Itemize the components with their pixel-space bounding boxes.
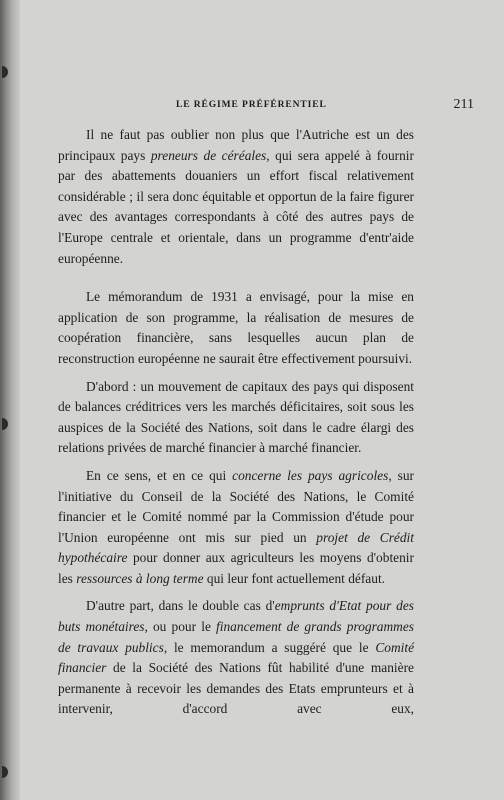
italic-segment: emprunts d'Etat pour des buts monétaires [58, 598, 414, 635]
paragraph-austria [58, 125, 414, 269]
body-text [58, 125, 414, 720]
binding-hole [2, 418, 8, 430]
italic-segment: preneurs de céréales [150, 147, 267, 163]
text-segment: , sur l'initiative du Conseil de la Société des Nations, le Comité financier et le Comité nommé par la Commission d'étude pour l'Union européenne ont mis sur pied un [58, 467, 414, 545]
italic-segment: ressources à long terme [76, 570, 204, 586]
binding-hole [2, 766, 8, 778]
page-binding-edge [0, 0, 20, 800]
italic-segment: Comité financier [58, 639, 415, 676]
paragraph-memorandum [58, 287, 414, 369]
text-segment: En ce sens, et en ce qui [86, 467, 233, 483]
text-segment: D'abord : un mouvement de capitaux des pays qui disposent de balances créditrices vers les marchés déficitaires, soit sous les auspices de la Société des Nations, soit dans le cadre élargi des relations privées de marché financier à marché financier. [58, 378, 414, 456]
text-segment: Il ne faut pas oublier non plus que l'Autriche est un des principaux pays [58, 127, 414, 163]
binding-hole [2, 66, 8, 78]
italic-segment: concerne les pays agricoles [232, 467, 389, 483]
paragraph-capital-movement [58, 377, 414, 459]
running-title: LE RÉGIME PRÉFÉRENTIEL [176, 100, 327, 110]
text-segment: , qui sera appelé à fournir par des abattements douaniers un effort fiscal relativement considérable ; il sera donc équitable et opportun de la faire figurer avec des avantages correspondants à côté des autres pays de l'Europe centrale et orientale, dans un programme d'entr'aide européenne. [58, 147, 414, 266]
text-segment: D'autre part, dans le double cas d' [86, 598, 275, 614]
italic-segment: projet de Crédit hypothécaire [58, 529, 414, 566]
italic-segment: financement de grands programmes de travaux publics [58, 619, 414, 655]
text-segment: , ou pour le [144, 619, 217, 635]
text-segment: pour donner aux agriculteurs les moyens d'obtenir les [58, 550, 414, 586]
text-segment: Le mémorandum de 1931 a envisagé, pour la mise en application de son programme, la réalisation de mesures de coopération financière, sans lesquelles aucun plan de reconstruction européenne ne saurait être effectivement poursuivi. [58, 289, 414, 366]
text-segment: qui leur font actuellement défaut. [203, 570, 386, 586]
text-segment: , le memorandum a suggéré que le [163, 639, 376, 655]
paragraph-agricultural-credit [58, 466, 414, 590]
text-segment: de la Société des Nations fût habilité d'une manière permanente à recevoir les demandes des Etats emprunteurs et à intervenir, d'accord avec eux, [58, 660, 414, 717]
page-number: 211 [453, 97, 474, 112]
paragraph-state-loans [58, 596, 414, 720]
page-header [58, 97, 488, 117]
